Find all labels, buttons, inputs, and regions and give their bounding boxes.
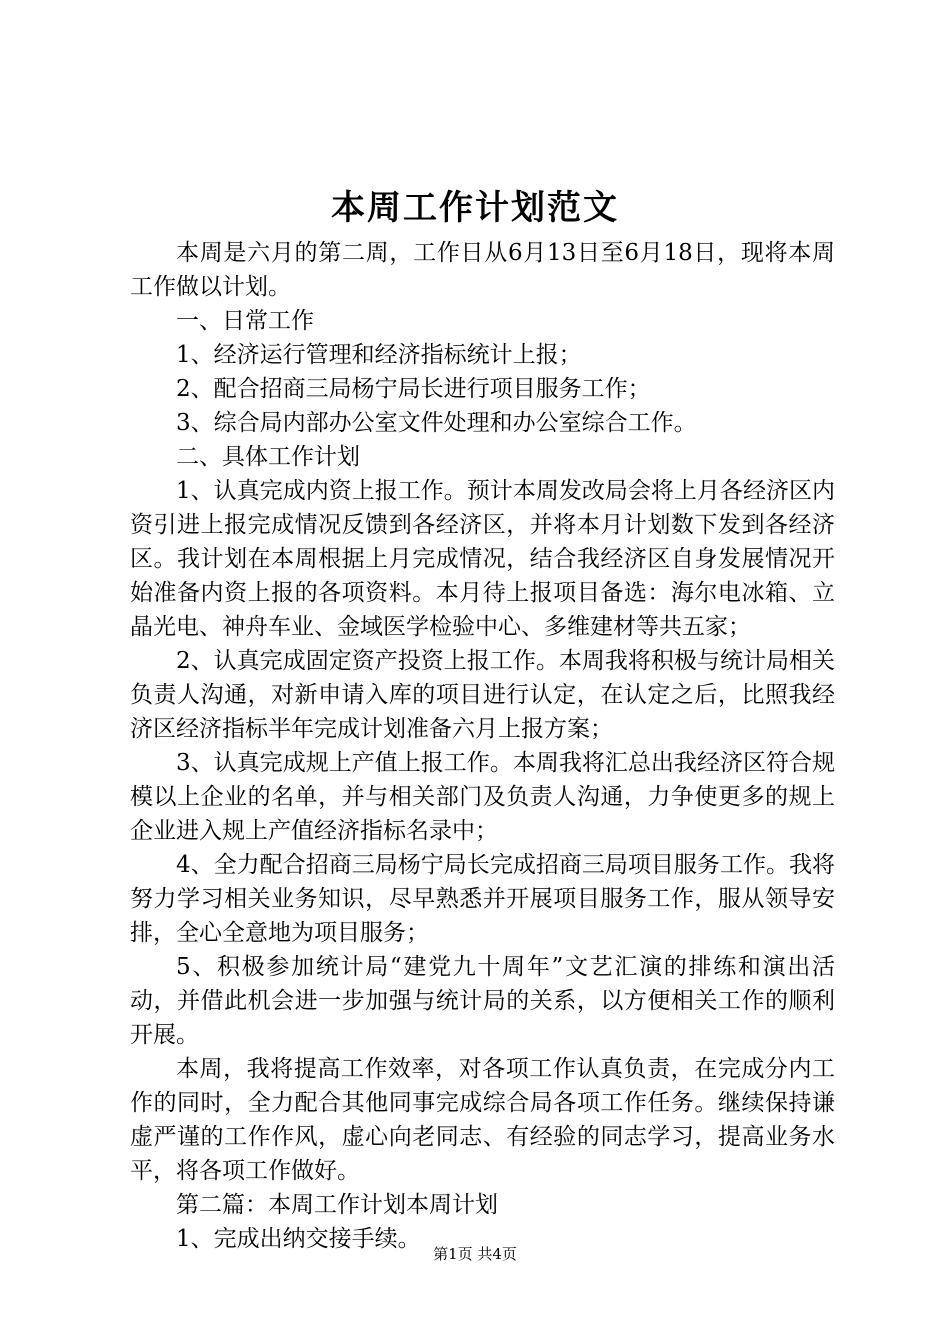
document-body bbox=[130, 236, 835, 1256]
list-item: 1、经济运行管理和经济指标统计上报； bbox=[176, 342, 582, 368]
paragraph: 本周是六月的第二周，工作日从6月13日至6月18日，现将本周工作做以计划。 bbox=[130, 240, 835, 300]
section-heading: 第二篇：本周工作计划本周计划 bbox=[176, 1192, 498, 1218]
list-item: 2、配合招商三局杨宁局长进行项目服务工作； bbox=[176, 376, 651, 402]
section-heading: 一、日常工作 bbox=[176, 308, 314, 334]
paragraph: 5、积极参加统计局“建党九十周年”文艺汇演的排练和演出活动，并借此机会进一步加强与统计局的关系，以方便相关工作的顺利开展。 bbox=[130, 954, 835, 1048]
paragraph: 3、认真完成规上产值上报工作。本周我将汇总出我经济区符合规模以上企业的名单，并与相关部门及负责人沟通，力争使更多的规上企业进入规上产值经济指标名录中； bbox=[130, 750, 835, 844]
section-heading: 二、具体工作计划 bbox=[176, 444, 360, 470]
paragraph: 本周，我将提高工作效率，对各项工作认真负责，在完成分内工作的同时，全力配合其他同事完成综合局各项工作任务。继续保持谦虚严谨的工作作风，虚心向老同志、有经验的同志学习，提高业务水平，将各项工作做好。 bbox=[130, 1056, 835, 1184]
list-item: 3、综合局内部办公室文件处理和办公室综合工作。 bbox=[176, 410, 697, 436]
paragraph: 2、认真完成固定资产投资上报工作。本周我将积极与统计局相关负责人沟通，对新申请入库的项目进行认定，在认定之后，比照我经济区经济指标半年完成计划准备六月上报方案； bbox=[130, 648, 835, 742]
document-title: 本周工作计划范文 bbox=[331, 188, 619, 228]
page-footer: 第1页 共4页 bbox=[433, 1245, 517, 1263]
paragraph: 1、认真完成内资上报工作。预计本周发改局会将上月各经济区内资引进上报完成情况反馈到各经济区，并将本月计划数下发到各经济区。我计划在本周根据上月完成情况，结合我经济区自身发展情况开始准备内资上报的各项资料。本月待上报项目备选：海尔电冰箱、立晶光电、神舟车业、金域医学检验中心、多维建材等共五家； bbox=[130, 478, 835, 640]
paragraph: 4、全力配合招商三局杨宁局长完成招商三局项目服务工作。我将努力学习相关业务知识，尽早熟悉并开展项目服务工作，服从领导安排，全心全意地为项目服务； bbox=[130, 852, 835, 946]
list-item: 1、完成出纳交接手续。 bbox=[176, 1226, 421, 1252]
